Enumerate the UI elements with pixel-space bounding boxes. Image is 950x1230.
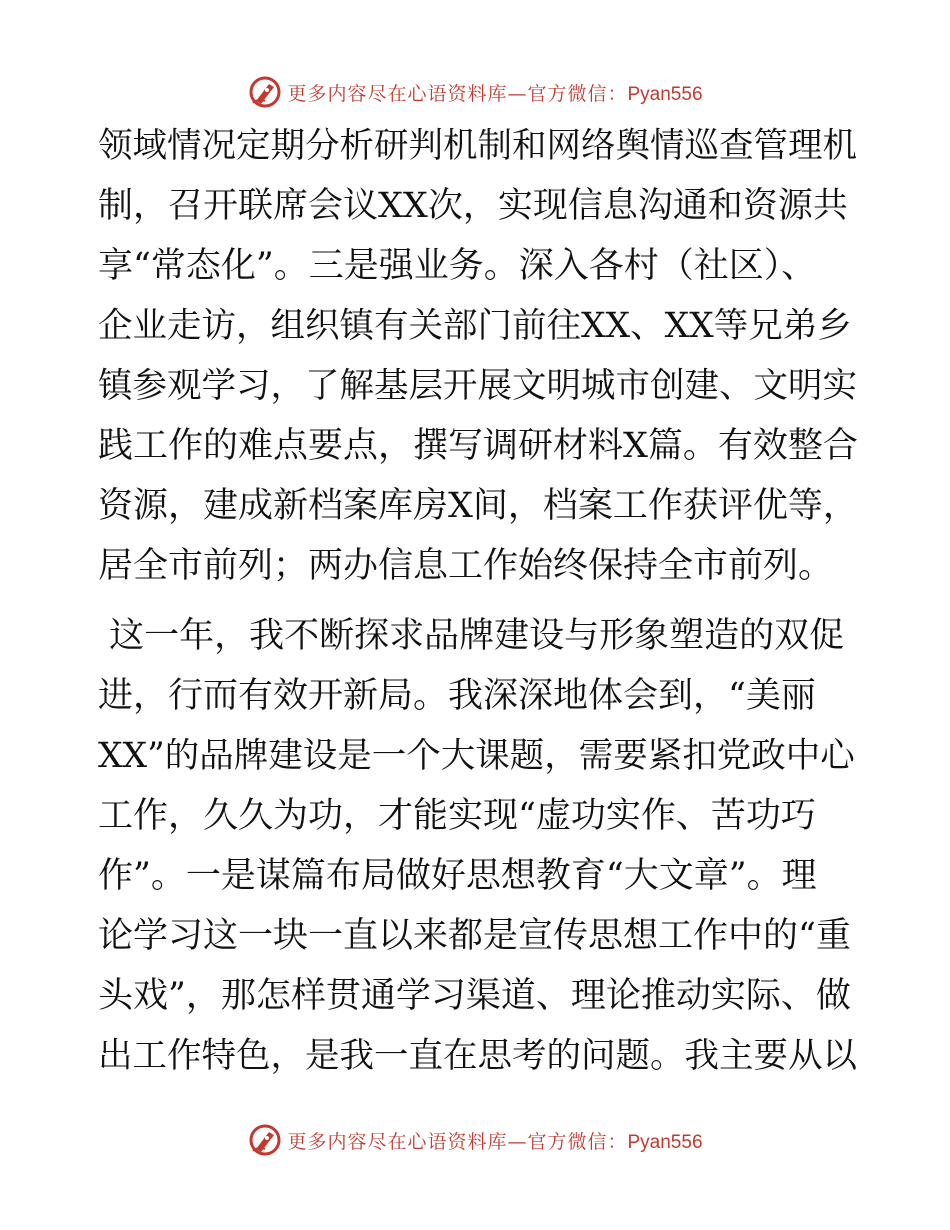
text-line: 进，行而有效开新局。我深深地体会到，“美丽 (98, 676, 816, 716)
text-line: 领域情况定期分析研判机制和网络舆情巡查管理机 (98, 126, 857, 166)
text-line: 居全市前列；两办信息工作始终保持全市前列。 (98, 546, 834, 586)
header-banner-text (287, 79, 702, 106)
header-banner-label: 更多内容尽在心语资料库—官方微信： (287, 82, 628, 105)
text-line: 工作，久久为功，才能实现“虚功实作、苦功巧 (98, 796, 816, 836)
text-line: XX”的品牌建设是一个大课题，需要紧扣党政中心 (98, 736, 855, 776)
header-banner-id: Pyan556 (627, 83, 703, 105)
text-line: 出工作特色，是我一直在思考的问题。我主要从以 (98, 1036, 857, 1076)
paragraph-2 (98, 606, 858, 1086)
text-line: 镇参观学习，了解基层开展文明城市创建、文明实 (98, 366, 857, 406)
paragraph-gap (98, 596, 858, 606)
text-line: 践工作的难点要点，撰写调研材料X篇。有效整合 (98, 426, 858, 466)
text-line: 享“常态化”。三是强业务。深入各村（社区）、 (98, 246, 817, 286)
text-line: 资源，建成新档案库房X间，档案工作获评优等， (98, 486, 858, 526)
text-line: 作”。一是谋篇布局做好思想教育“大文章”。理 (98, 856, 817, 896)
paragraph-1 (98, 116, 858, 596)
text-line: 头戏”，那怎样贯通学习渠道、理论推动实际、做 (98, 976, 851, 1016)
pen-nib-logo-icon (247, 74, 283, 110)
footer-banner-label: 更多内容尽在心语资料库—官方微信： (287, 1130, 628, 1153)
text-line: 制，召开联席会议XX次，实现信息沟通和资源共 (98, 186, 848, 226)
text-line: 论学习这一块一直以来都是宣传思想工作中的“重 (98, 916, 851, 956)
text-line: 企业走访，组织镇有关部门前往XX、XX等兄弟乡 (98, 306, 852, 346)
footer-banner-id: Pyan556 (627, 1131, 703, 1153)
text-line: 这一年，我不断探求品牌建设与形象塑造的双促 (98, 616, 845, 656)
document-body (98, 116, 858, 1086)
footer-banner-text (287, 1127, 702, 1154)
pen-nib-logo-icon (247, 1122, 283, 1158)
footer-banner (0, 1118, 950, 1162)
header-banner (0, 70, 950, 114)
